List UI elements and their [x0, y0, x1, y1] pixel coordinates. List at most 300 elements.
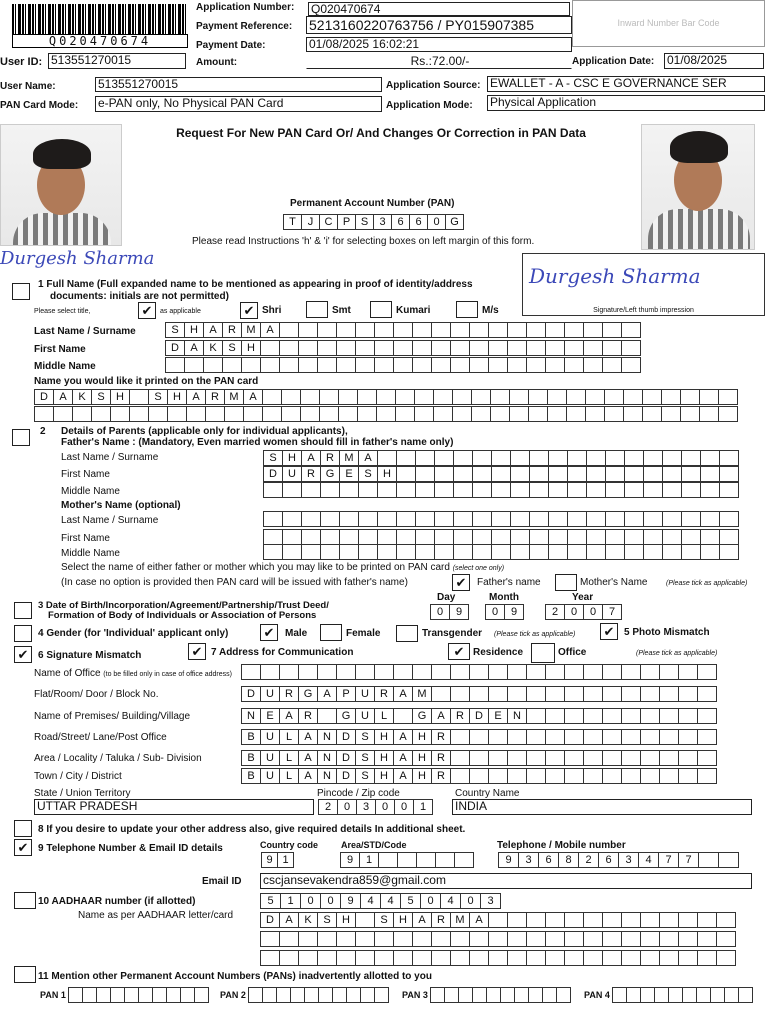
char-cell: [659, 931, 679, 947]
char-cell: H: [336, 912, 356, 928]
char-cell: [260, 950, 280, 966]
char-cell: [602, 708, 622, 724]
char-cell: [526, 912, 546, 928]
char-cell: [222, 357, 242, 373]
pan-grid: [283, 214, 463, 230]
char-cell: E: [339, 466, 359, 482]
char-cell: [450, 931, 470, 947]
char-cell: [346, 987, 361, 1003]
char-cell: G: [320, 466, 340, 482]
char-cell: [659, 729, 679, 745]
char-cell: [545, 340, 565, 356]
char-cell: U: [260, 768, 280, 784]
char-cell: [510, 544, 530, 560]
title-check-smt[interactable]: [306, 301, 328, 318]
char-cell: [507, 931, 527, 947]
s3-checkbox[interactable]: [14, 602, 32, 619]
char-cell: [678, 931, 698, 947]
char-cell: 9: [504, 604, 524, 620]
char-cell: [605, 511, 625, 527]
char-cell: [586, 529, 606, 545]
char-cell: [374, 357, 394, 373]
char-cell: [397, 852, 417, 868]
title-check-ms[interactable]: [456, 301, 478, 318]
char-cell: [529, 544, 549, 560]
char-cell: [621, 664, 641, 680]
char-cell: [298, 322, 318, 338]
title-check-as-applicable[interactable]: ✔: [138, 302, 156, 319]
char-cell: [697, 708, 717, 724]
char-cell: 4: [380, 893, 401, 909]
char-cell: [545, 664, 565, 680]
char-cell: [662, 529, 682, 545]
print-name-grid-2: [34, 406, 737, 422]
char-cell: D: [469, 708, 489, 724]
char-cell: [583, 322, 603, 338]
char-cell: [526, 357, 546, 373]
char-cell: A: [298, 750, 318, 766]
char-cell: [279, 340, 299, 356]
premises-grid: [241, 708, 716, 724]
first-name-label: First Name: [34, 344, 86, 355]
char-cell: [319, 389, 339, 405]
office-label: Office: [558, 647, 587, 658]
sig-mismatch-label: 6 Signature Mismatch: [38, 650, 142, 661]
char-cell: 3: [356, 799, 376, 815]
char-cell: S: [355, 750, 375, 766]
char-cell: [376, 406, 396, 422]
char-cell: [642, 406, 662, 422]
char-cell: [224, 406, 244, 422]
char-cell: [458, 987, 473, 1003]
middle-name-grid: [165, 357, 640, 373]
s11-checkbox[interactable]: [14, 966, 36, 983]
char-cell: [260, 931, 280, 947]
char-cell: [166, 987, 181, 1003]
char-cell: [681, 466, 701, 482]
char-cell: R: [222, 322, 242, 338]
char-cell: S: [165, 322, 185, 338]
pan4-grid: [612, 987, 752, 1003]
char-cell: R: [301, 466, 321, 482]
char-cell: H: [412, 750, 432, 766]
std-grid: [340, 852, 473, 868]
char-cell: [564, 686, 584, 702]
char-cell: [450, 686, 470, 702]
char-cell: [472, 544, 492, 560]
char-cell: [602, 912, 622, 928]
char-cell: [276, 987, 291, 1003]
char-cell: [452, 406, 472, 422]
char-cell: [545, 950, 565, 966]
male-label: Male: [285, 628, 308, 639]
char-cell: [491, 450, 511, 466]
char-cell: [662, 466, 682, 482]
char-cell: [317, 357, 337, 373]
male-check[interactable]: ✔: [260, 624, 278, 641]
char-cell: [507, 686, 527, 702]
char-cell: [471, 389, 491, 405]
pan1-grid: [68, 987, 208, 1003]
char-cell: [680, 406, 700, 422]
char-cell: [697, 664, 717, 680]
char-cell: [412, 357, 432, 373]
char-cell: [659, 950, 679, 966]
char-cell: [358, 529, 378, 545]
char-cell: [697, 950, 717, 966]
s2-checkbox[interactable]: [12, 429, 30, 446]
s10-checkbox[interactable]: [14, 892, 36, 909]
char-cell: A: [260, 322, 280, 338]
char-cell: [566, 406, 586, 422]
char-cell: [110, 406, 130, 422]
char-cell: [643, 466, 663, 482]
char-cell: [718, 852, 739, 868]
inward-barcode-label: Inward Number Bar Code: [617, 18, 720, 28]
char-cell: A: [393, 768, 413, 784]
char-cell: [605, 482, 625, 498]
char-cell: [444, 987, 459, 1003]
char-cell: [431, 686, 451, 702]
char-cell: [263, 544, 283, 560]
char-cell: R: [279, 686, 299, 702]
char-cell: [355, 340, 375, 356]
char-cell: [374, 664, 394, 680]
char-cell: [472, 987, 487, 1003]
char-cell: [412, 322, 432, 338]
year-label: Year: [572, 592, 594, 603]
char-cell: [434, 511, 454, 527]
char-cell: [507, 950, 527, 966]
char-cell: [710, 987, 725, 1003]
email-label: Email ID: [202, 876, 242, 887]
char-cell: M: [339, 450, 359, 466]
char-cell: S: [91, 389, 111, 405]
app-date-field: 01/08/2025: [664, 53, 764, 69]
char-cell: A: [298, 729, 318, 745]
char-cell: [472, 482, 492, 498]
char-cell: G: [445, 214, 464, 230]
signature-caption: Signature/Left thumb impression: [593, 307, 694, 314]
char-cell: [298, 340, 318, 356]
char-cell: [507, 729, 527, 745]
char-cell: [548, 511, 568, 527]
char-cell: [507, 340, 527, 356]
char-cell: [298, 931, 318, 947]
char-cell: [545, 931, 565, 947]
char-cell: [640, 987, 655, 1003]
char-cell: [526, 729, 546, 745]
char-cell: H: [393, 912, 413, 928]
char-cell: [358, 544, 378, 560]
char-cell: [564, 357, 584, 373]
char-cell: [298, 950, 318, 966]
char-cell: [282, 482, 302, 498]
char-cell: [640, 768, 660, 784]
s2-title: Details of Parents (applicable only for individual applicants),: [61, 426, 348, 437]
char-cell: [500, 987, 515, 1003]
office-name-label: Name of Office (to be filled only in case of office address): [34, 668, 232, 679]
char-cell: [659, 912, 679, 928]
char-cell: [374, 987, 389, 1003]
s9-checkbox[interactable]: ✔: [14, 839, 32, 856]
char-cell: [194, 987, 209, 1003]
char-cell: 2: [318, 799, 338, 815]
app-source-label: Application Source:: [386, 80, 481, 91]
char-cell: [450, 340, 470, 356]
char-cell: [110, 987, 125, 1003]
char-cell: [469, 950, 489, 966]
fathers-name-label: Father's name: [477, 577, 541, 588]
tick-applicable-7: (Please tick as applicable): [636, 650, 718, 657]
char-cell: R: [431, 768, 451, 784]
char-cell: [298, 357, 318, 373]
char-cell: [96, 987, 111, 1003]
char-cell: [548, 529, 568, 545]
char-cell: [621, 912, 641, 928]
char-cell: [339, 529, 359, 545]
char-cell: [393, 950, 413, 966]
char-cell: [507, 750, 527, 766]
char-cell: [393, 340, 413, 356]
char-cell: [490, 406, 510, 422]
payment-ref-label: Payment Reference:: [196, 21, 293, 32]
char-cell: 0: [430, 604, 450, 620]
char-cell: 3: [373, 214, 392, 230]
char-cell: [452, 389, 472, 405]
char-cell: 1: [413, 799, 433, 815]
char-cell: [431, 322, 451, 338]
char-cell: [583, 931, 603, 947]
payment-ref-field: 5213160220763756 / PY015907385: [306, 16, 572, 34]
char-cell: [434, 466, 454, 482]
char-cell: [567, 482, 587, 498]
sig-mismatch-check[interactable]: ✔: [14, 646, 32, 663]
s4-checkbox[interactable]: [14, 625, 32, 642]
char-cell: [564, 340, 584, 356]
char-cell: [488, 322, 508, 338]
country-code-grid: [261, 852, 293, 868]
char-cell: [640, 664, 660, 680]
s2-num: 2: [40, 426, 46, 437]
char-cell: [661, 389, 681, 405]
char-cell: [678, 912, 698, 928]
char-cell: S: [358, 466, 378, 482]
char-cell: [583, 729, 603, 745]
s8-checkbox[interactable]: [14, 820, 32, 837]
char-cell: [319, 406, 339, 422]
s1-checkbox[interactable]: [12, 283, 30, 300]
char-cell: S: [355, 768, 375, 784]
char-cell: [654, 987, 669, 1003]
char-cell: [700, 544, 720, 560]
char-cell: [624, 529, 644, 545]
char-cell: [566, 389, 586, 405]
user-id-field: 513551270015: [48, 53, 186, 69]
char-cell: G: [298, 686, 318, 702]
char-cell: [719, 450, 739, 466]
char-cell: [279, 322, 299, 338]
char-cell: [602, 664, 622, 680]
char-cell: [681, 450, 701, 466]
char-cell: [412, 664, 432, 680]
pan-note: Please read Instructions 'h' & 'i' for selecting boxes on left margin of this form.: [192, 236, 535, 247]
char-cell: D: [241, 686, 261, 702]
char-cell: [336, 931, 356, 947]
char-cell: [469, 664, 489, 680]
char-cell: K: [203, 340, 223, 356]
char-cell: [431, 950, 451, 966]
char-cell: 4: [638, 852, 659, 868]
char-cell: [621, 750, 641, 766]
char-cell: L: [279, 768, 299, 784]
char-cell: [605, 529, 625, 545]
town-grid: [241, 768, 716, 784]
char-cell: [431, 340, 451, 356]
char-cell: [320, 482, 340, 498]
pincode-label: Pincode / Zip code: [317, 788, 400, 799]
pincode-grid: [318, 799, 432, 815]
char-cell: [184, 357, 204, 373]
no-option-text: (In case no option is provided then PAN card will be issued with father's name): [61, 577, 408, 588]
aadhaar-name-grid: [260, 912, 735, 928]
char-cell: [526, 768, 546, 784]
title-check-kumari[interactable]: [370, 301, 392, 318]
char-cell: K: [298, 912, 318, 928]
s4-title: 4 Gender (for 'Individual' applicant only): [38, 628, 229, 639]
office-check[interactable]: [531, 643, 555, 663]
char-cell: [129, 389, 149, 405]
char-cell: [640, 708, 660, 724]
transgender-label: Transgender: [422, 628, 483, 639]
char-cell: [138, 987, 153, 1003]
char-cell: [678, 729, 698, 745]
char-cell: [526, 686, 546, 702]
char-cell: H: [377, 466, 397, 482]
char-cell: [624, 450, 644, 466]
user-name-label: User Name:: [0, 81, 56, 92]
char-cell: [529, 466, 549, 482]
char-cell: 3: [480, 893, 501, 909]
char-cell: [545, 750, 565, 766]
father-last-grid: [263, 450, 738, 466]
char-cell: [453, 482, 473, 498]
char-cell: [719, 482, 739, 498]
addr-comm-check[interactable]: ✔: [188, 643, 206, 660]
char-cell: [416, 852, 436, 868]
char-cell: [336, 950, 356, 966]
char-cell: 0: [485, 604, 505, 620]
char-cell: [339, 544, 359, 560]
char-cell: R: [431, 729, 451, 745]
char-cell: [719, 529, 739, 545]
residence-check[interactable]: ✔: [448, 643, 470, 660]
char-cell: [681, 482, 701, 498]
char-cell: U: [260, 686, 280, 702]
char-cell: [453, 529, 473, 545]
char-cell: [564, 931, 584, 947]
mother-last-label: Last Name / Surname: [61, 515, 159, 526]
char-cell: [547, 389, 567, 405]
char-cell: [488, 340, 508, 356]
char-cell: [412, 950, 432, 966]
char-cell: [624, 466, 644, 482]
char-cell: [415, 450, 435, 466]
char-cell: [377, 482, 397, 498]
title-check-shri[interactable]: ✔: [240, 302, 258, 319]
female-check[interactable]: [320, 624, 342, 641]
char-cell: [510, 450, 530, 466]
country-label: Country Name: [455, 788, 520, 799]
char-cell: [716, 912, 736, 928]
char-cell: [358, 482, 378, 498]
char-cell: [393, 664, 413, 680]
char-cell: 2: [545, 604, 565, 620]
char-cell: [412, 340, 432, 356]
char-cell: [724, 987, 739, 1003]
char-cell: N: [507, 708, 527, 724]
char-cell: [377, 544, 397, 560]
photo-mismatch-check[interactable]: ✔: [600, 623, 618, 640]
char-cell: [414, 406, 434, 422]
char-cell: [661, 406, 681, 422]
char-cell: [374, 950, 394, 966]
char-cell: [659, 750, 679, 766]
mothers-name-check[interactable]: [555, 574, 577, 591]
char-cell: [529, 511, 549, 527]
char-cell: [433, 389, 453, 405]
char-cell: [301, 544, 321, 560]
char-cell: [180, 987, 195, 1003]
char-cell: [697, 750, 717, 766]
barcode: [12, 4, 188, 34]
char-cell: [129, 406, 149, 422]
select-parent-text: Select the name of either father or mother which you may like to be printed on PAN card (select one only): [61, 562, 505, 573]
last-name-label: Last Name / Surname: [34, 326, 136, 337]
char-cell: [643, 544, 663, 560]
char-cell: A: [184, 340, 204, 356]
char-cell: 0: [300, 893, 321, 909]
char-cell: A: [243, 389, 263, 405]
char-cell: [507, 322, 527, 338]
char-cell: [642, 389, 662, 405]
char-cell: 2: [578, 852, 599, 868]
char-cell: S: [317, 912, 337, 928]
char-cell: [241, 664, 261, 680]
char-cell: [564, 708, 584, 724]
char-cell: [396, 511, 416, 527]
card-mode-label: PAN Card Mode:: [0, 100, 79, 111]
char-cell: [698, 852, 719, 868]
char-cell: R: [450, 708, 470, 724]
form-title: Request For New PAN Card Or/ And Changes Or Correction in PAN Data: [176, 126, 586, 140]
transgender-check[interactable]: [396, 625, 418, 642]
char-cell: [545, 708, 565, 724]
char-cell: [564, 768, 584, 784]
char-cell: [301, 529, 321, 545]
char-cell: [678, 750, 698, 766]
char-cell: [526, 340, 546, 356]
char-cell: 1: [277, 852, 294, 868]
char-cell: [355, 357, 375, 373]
fathers-name-check[interactable]: ✔: [452, 574, 470, 591]
char-cell: [304, 987, 319, 1003]
char-cell: [507, 664, 527, 680]
char-cell: 6: [391, 214, 410, 230]
char-cell: [529, 529, 549, 545]
char-cell: D: [260, 912, 280, 928]
char-cell: [624, 544, 644, 560]
